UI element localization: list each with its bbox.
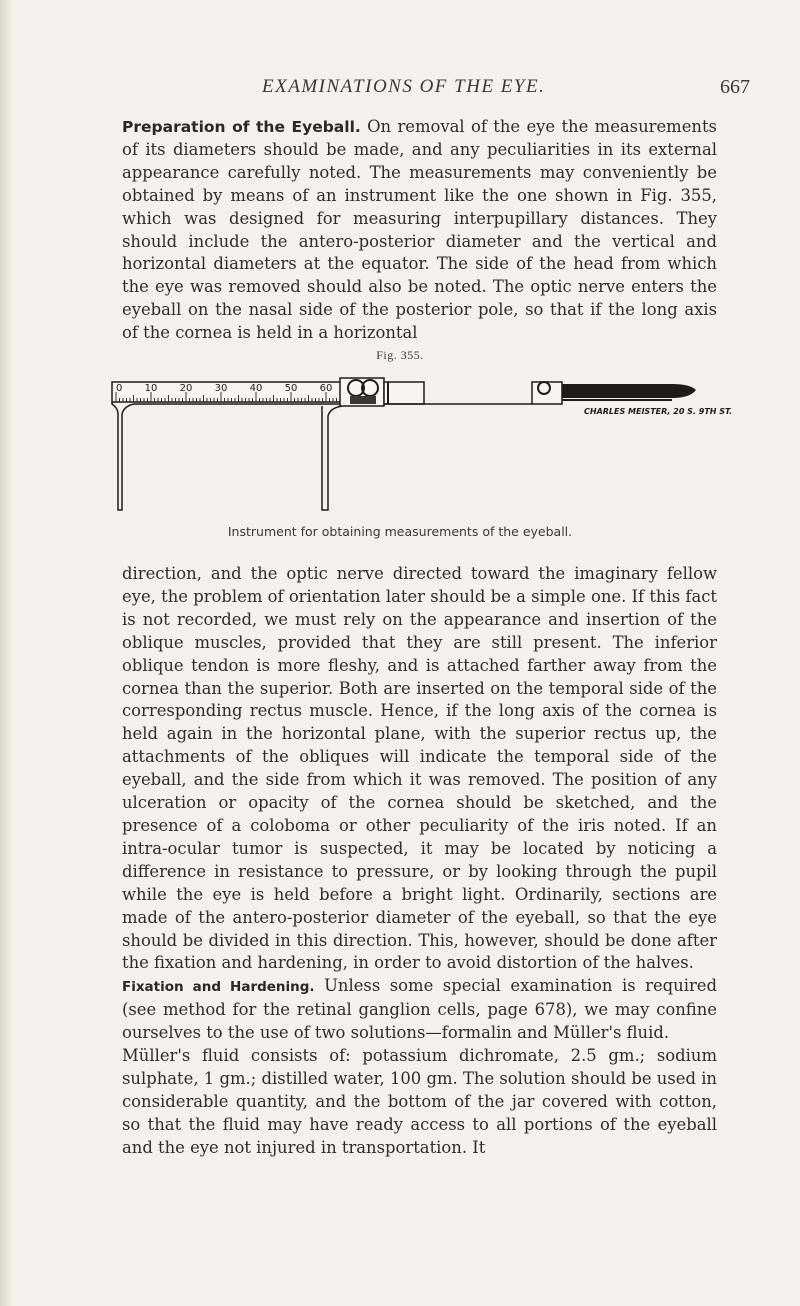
paragraph-text: Unless some special examination is required (see method for the retinal ganglion cells, page 678), we may confine ourselves to the use of two solutions—formalin and Müller's fluid.	[122, 976, 717, 1043]
paragraph-continuation: direction, and the optic nerve directed toward the imaginary fellow eye, the problem of orientation later should be a simple one. If this fact is not recorded, we must rely on the appearance and insertion of the oblique muscles, provided that they are still present. The inferior oblique tendon is more fleshy, and is attached farther away from the cornea than the superior. Both are inserted on the temporal side of the corresponding rectus muscle. Hence, if the long axis of the cornea is held again in the horizontal plane, with the superior rectus up, the attachments of the obliques will indicate the temporal side of the eyeball, and the side from which it was removed. The position of any ulceration or opacity of the cornea should be sketched, and the presence of a coloboma or other peculiarity of the iris noted. If an intra-ocular tumor is suspected, it may be located by noticing a difference in resistance to pressure, or by looking through the pupil while the eye is held before a bright light. Ordinarily, sections are made of the antero-posterior diameter of the eyeball, so that the eye should be divided in this direction. This, however, should be done after the fixation and hardening, in order to avoid distortion of the halves.	[122, 564, 717, 973]
scale-label: 40	[249, 383, 263, 394]
figure-caption: Instrument for obtaining measurements of the eyeball.	[227, 524, 573, 539]
page-gutter	[0, 0, 14, 1306]
scale-label: 30	[214, 383, 228, 394]
figure-label: Fig. 355.	[376, 348, 424, 362]
paragraph-mullers-fluid: Müller's fluid consists of: potassium dichromate, 2.5 gm.; sodium sulphate, 1 gm.; distilled water, 100 gm. The solution should be used in considerable quantity, and the bottom of the jar covered with cotton, so that the fluid may have ready access to all portions of the eyeball and the eye not injured in transportation. It	[122, 1046, 717, 1157]
section-heading-preparation: Preparation of the Eyeball.	[122, 118, 361, 136]
section-heading-fixation: Fixation and Hardening.	[122, 979, 315, 996]
scale-label: 60	[319, 383, 333, 394]
paragraph-text: On removal of the eye the measurements of its diameters should be made, and any peculiarities in its external appearance carefully noted. The measurements may conveniently be obtained by means of an instrument like the one shown in Fig. 355, which was designed for measuring interpupillary distances. They should include the antero-posterior diameter and the vertical and horizontal diameters at the equator. The side of the head from which the eye was removed should also be noted. The optic nerve enters the eyeball on the nasal side of the posterior pole, so that if the long axis of the cornea is held in a horizontal	[122, 117, 717, 343]
scale-label: 20	[179, 383, 193, 394]
maker-mark: CHARLES MEISTER, 20 S. 9TH ST.	[584, 407, 733, 416]
page-number: 667	[720, 76, 750, 98]
scale-label: 10	[144, 383, 158, 394]
scale-label: 50	[284, 383, 298, 394]
scale-label: 0	[116, 383, 123, 394]
instrument-illustration	[112, 370, 733, 520]
paragraph-fixation	[122, 975, 717, 1045]
paragraph-preparation	[122, 116, 717, 345]
section-preparation	[122, 116, 717, 345]
main-text-continued	[122, 563, 717, 1160]
running-head: EXAMINATIONS OF THE EYE.	[262, 76, 546, 97]
figure-instrument	[112, 370, 733, 520]
page-header	[0, 76, 800, 102]
